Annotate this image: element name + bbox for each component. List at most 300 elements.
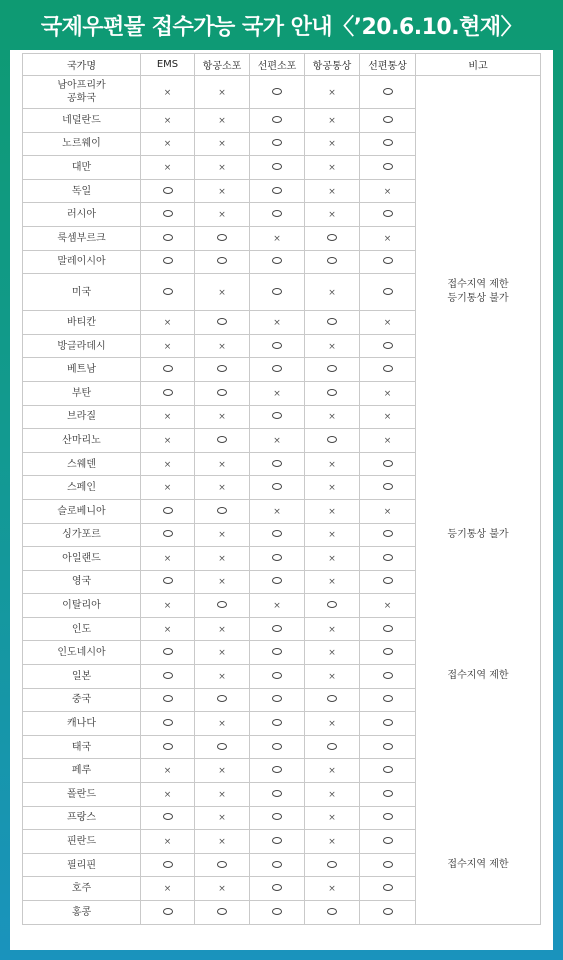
remark-text: 접수지역 제한 [447, 858, 509, 870]
available-circle-icon [163, 507, 173, 514]
table-row [23, 381, 541, 405]
country-name-cell [23, 523, 141, 547]
status-cell [305, 570, 360, 594]
status-cell [195, 405, 250, 429]
status-cell [250, 429, 305, 453]
available-circle-icon [383, 695, 393, 702]
unavailable-x-icon: × [218, 719, 226, 730]
unavailable-x-icon: × [328, 719, 336, 730]
remark-cell [416, 76, 541, 109]
table-row [23, 311, 541, 335]
status-cell [195, 547, 250, 571]
unavailable-x-icon: × [163, 341, 172, 352]
unavailable-x-icon: × [163, 87, 172, 98]
available-circle-icon [383, 257, 393, 264]
unavailable-x-icon: × [328, 624, 336, 635]
available-circle-icon [272, 530, 282, 537]
status-cell [250, 617, 305, 641]
table-row [23, 334, 541, 358]
status-cell [305, 452, 360, 476]
unavailable-x-icon: × [163, 884, 172, 895]
country-name-cell [23, 109, 141, 133]
country-name-cell [23, 274, 141, 311]
remark-cell [416, 452, 541, 476]
status-cell [195, 203, 250, 227]
status-cell [250, 665, 305, 689]
unavailable-x-icon: × [218, 837, 226, 848]
country-name: 베트남 [67, 364, 96, 376]
unavailable-x-icon: × [328, 789, 336, 800]
available-circle-icon [383, 884, 393, 891]
status-cell [141, 334, 195, 358]
available-circle-icon [272, 88, 282, 95]
available-circle-icon [272, 163, 282, 170]
remark-cell [416, 132, 541, 156]
unavailable-x-icon: × [163, 624, 172, 635]
status-cell [141, 877, 195, 901]
unavailable-x-icon: × [328, 671, 336, 682]
unavailable-x-icon: × [328, 139, 336, 150]
status-cell [250, 688, 305, 712]
status-cell [305, 783, 360, 807]
available-circle-icon [272, 210, 282, 217]
table-row [23, 735, 541, 759]
available-circle-icon [217, 389, 227, 396]
status-cell [360, 405, 416, 429]
status-cell [195, 109, 250, 133]
unavailable-x-icon: × [328, 577, 336, 588]
country-name-cell [23, 452, 141, 476]
status-cell [195, 712, 250, 736]
available-circle-icon [272, 116, 282, 123]
table-row [23, 76, 541, 109]
status-cell [360, 806, 416, 830]
status-cell [141, 250, 195, 274]
status-cell [250, 523, 305, 547]
status-cell [195, 665, 250, 689]
unavailable-x-icon: × [218, 766, 226, 777]
unavailable-x-icon: × [383, 233, 392, 244]
status-cell [305, 665, 360, 689]
status-cell [141, 274, 195, 311]
available-circle-icon [163, 648, 173, 655]
header-surface-letter: 선편통상 [360, 54, 416, 76]
status-cell [141, 311, 195, 335]
status-cell [250, 76, 305, 109]
available-circle-icon [217, 257, 227, 264]
unavailable-x-icon: × [328, 884, 336, 895]
header-row [23, 54, 541, 76]
header-air-parcel: 항공소포 [195, 54, 250, 76]
available-circle-icon [272, 837, 282, 844]
available-circle-icon [327, 436, 337, 443]
status-cell [305, 358, 360, 382]
status-cell [141, 226, 195, 250]
country-name: 슬로베니아 [57, 505, 106, 517]
country-name: 러시아 [67, 209, 96, 221]
status-cell [360, 570, 416, 594]
country-name-cell [23, 641, 141, 665]
remark-cell [416, 476, 541, 500]
available-circle-icon [272, 743, 282, 750]
status-cell [195, 381, 250, 405]
unavailable-x-icon: × [218, 530, 226, 541]
status-cell [141, 806, 195, 830]
country-name: 중국 [71, 694, 92, 706]
status-cell [305, 594, 360, 618]
country-name: 홍콩 [71, 906, 92, 918]
status-cell [250, 274, 305, 311]
status-cell [305, 830, 360, 854]
unavailable-x-icon: × [218, 813, 226, 824]
status-cell [305, 759, 360, 783]
remark-cell [416, 853, 541, 877]
status-cell [360, 311, 416, 335]
country-name: 독일 [71, 185, 92, 197]
unavailable-x-icon: × [273, 506, 281, 517]
available-circle-icon [217, 318, 227, 325]
country-name: 인도네시아 [57, 647, 106, 659]
remark-text: 등기통상 불가 [447, 528, 509, 540]
unavailable-x-icon: × [218, 162, 226, 173]
available-circle-icon [383, 813, 393, 820]
country-name: 프랑스 [67, 812, 96, 824]
remark-cell [416, 311, 541, 335]
status-cell [141, 688, 195, 712]
status-cell [195, 274, 250, 311]
available-circle-icon [272, 766, 282, 773]
available-circle-icon [163, 719, 173, 726]
status-cell [305, 274, 360, 311]
unavailable-x-icon: × [328, 813, 336, 824]
status-cell [360, 274, 416, 311]
status-cell [250, 452, 305, 476]
unavailable-x-icon: × [218, 287, 226, 298]
unavailable-x-icon: × [328, 483, 336, 494]
remark-cell [416, 830, 541, 854]
available-circle-icon [163, 234, 173, 241]
status-cell [360, 688, 416, 712]
unavailable-x-icon: × [218, 884, 226, 895]
status-cell [360, 665, 416, 689]
page-title: 국제우편물 접수가능 국가 안내〈’20.6.10.현재〉 [40, 14, 523, 40]
country-name: 이탈리아 [62, 600, 101, 612]
status-cell [360, 759, 416, 783]
unavailable-x-icon: × [328, 553, 336, 564]
header-ems: EMS [141, 54, 195, 76]
status-cell [360, 594, 416, 618]
status-cell [195, 759, 250, 783]
status-cell [195, 735, 250, 759]
unavailable-x-icon: × [328, 162, 336, 173]
unavailable-x-icon: × [218, 553, 226, 564]
available-circle-icon [383, 88, 393, 95]
country-name-cell [23, 759, 141, 783]
status-cell [195, 523, 250, 547]
status-cell [195, 156, 250, 180]
available-circle-icon [163, 695, 173, 702]
available-circle-icon [383, 908, 393, 915]
unavailable-x-icon: × [163, 553, 172, 564]
country-name: 스페인 [67, 482, 96, 494]
table-row [23, 156, 541, 180]
available-circle-icon [383, 790, 393, 797]
country-name: 룩셈부르크 [57, 232, 106, 244]
country-name: 싱가포르 [62, 529, 101, 541]
available-circle-icon [327, 695, 337, 702]
unavailable-x-icon: × [218, 87, 226, 98]
table-row [23, 109, 541, 133]
status-cell [141, 109, 195, 133]
unavailable-x-icon: × [163, 317, 172, 328]
unavailable-x-icon: × [328, 412, 336, 423]
available-circle-icon [217, 601, 227, 608]
table-row [23, 523, 541, 547]
unavailable-x-icon: × [383, 506, 392, 517]
country-name-cell [23, 476, 141, 500]
status-cell [141, 358, 195, 382]
unavailable-x-icon: × [218, 210, 226, 221]
table-body [23, 76, 541, 925]
country-name: 바티칸 [67, 316, 96, 328]
unavailable-x-icon: × [273, 601, 281, 612]
country-name-cell [23, 250, 141, 274]
available-circle-icon [217, 861, 227, 868]
status-cell [305, 132, 360, 156]
available-circle-icon [163, 743, 173, 750]
table-row [23, 806, 541, 830]
table-row [23, 617, 541, 641]
status-cell [360, 783, 416, 807]
table-row [23, 759, 541, 783]
country-name-cell [23, 783, 141, 807]
available-circle-icon [272, 257, 282, 264]
status-cell [360, 179, 416, 203]
available-circle-icon [163, 257, 173, 264]
status-cell [250, 358, 305, 382]
country-name: 페루 [71, 765, 92, 777]
available-circle-icon [163, 288, 173, 295]
status-cell [305, 429, 360, 453]
remark-text: 접수지역 제한 등기통상 불가 [447, 278, 509, 305]
table-row [23, 688, 541, 712]
available-circle-icon [383, 625, 393, 632]
available-circle-icon [163, 577, 173, 584]
country-name: 대만 [71, 161, 92, 173]
remark-cell [416, 688, 541, 712]
remark-cell [416, 641, 541, 665]
status-cell [141, 76, 195, 109]
remark-cell [416, 901, 541, 925]
country-name-cell [23, 830, 141, 854]
country-name-cell [23, 179, 141, 203]
country-name: 폴란드 [67, 788, 96, 800]
status-cell [250, 132, 305, 156]
unavailable-x-icon: × [218, 624, 226, 635]
available-circle-icon [383, 163, 393, 170]
country-name-cell [23, 712, 141, 736]
available-circle-icon [272, 460, 282, 467]
status-cell [141, 570, 195, 594]
remark-cell [416, 783, 541, 807]
status-cell [360, 226, 416, 250]
country-name-cell [23, 334, 141, 358]
status-cell [195, 594, 250, 618]
status-cell [250, 405, 305, 429]
available-circle-icon [217, 365, 227, 372]
available-circle-icon [327, 365, 337, 372]
country-name: 방글라데시 [57, 340, 106, 352]
country-name-cell [23, 156, 141, 180]
unavailable-x-icon: × [328, 506, 336, 517]
table-row [23, 901, 541, 925]
status-cell [305, 76, 360, 109]
available-circle-icon [383, 672, 393, 679]
table-row [23, 783, 541, 807]
remark-cell [416, 274, 541, 311]
status-cell [141, 901, 195, 925]
available-circle-icon [383, 554, 393, 561]
remark-cell [416, 547, 541, 571]
country-name-cell [23, 499, 141, 523]
status-cell [305, 203, 360, 227]
unavailable-x-icon: × [218, 648, 226, 659]
country-name-cell [23, 132, 141, 156]
country-table [22, 53, 541, 925]
status-cell [360, 712, 416, 736]
remark-cell [416, 499, 541, 523]
unavailable-x-icon: × [218, 115, 226, 126]
table-row [23, 203, 541, 227]
country-name: 인도 [71, 623, 92, 635]
remark-cell [416, 594, 541, 618]
unavailable-x-icon: × [163, 766, 172, 777]
available-circle-icon [163, 813, 173, 820]
status-cell [250, 830, 305, 854]
header-remarks: 비고 [416, 54, 541, 76]
available-circle-icon [272, 412, 282, 419]
status-cell [195, 830, 250, 854]
table-row [23, 830, 541, 854]
status-cell [195, 358, 250, 382]
status-cell [195, 783, 250, 807]
status-cell [141, 712, 195, 736]
available-circle-icon [327, 257, 337, 264]
available-circle-icon [163, 861, 173, 868]
status-cell [360, 203, 416, 227]
status-cell [195, 452, 250, 476]
unavailable-x-icon: × [383, 317, 392, 328]
status-cell [305, 523, 360, 547]
status-cell [360, 381, 416, 405]
available-circle-icon [327, 601, 337, 608]
unavailable-x-icon: × [383, 435, 392, 446]
unavailable-x-icon: × [328, 648, 336, 659]
country-name-cell [23, 358, 141, 382]
status-cell [141, 735, 195, 759]
status-cell [250, 334, 305, 358]
status-cell [141, 405, 195, 429]
country-name: 캐나다 [67, 718, 96, 730]
country-name-cell [23, 735, 141, 759]
available-circle-icon [217, 507, 227, 514]
unavailable-x-icon: × [328, 341, 336, 352]
status-cell [195, 853, 250, 877]
country-name-cell [23, 853, 141, 877]
status-cell [195, 226, 250, 250]
available-circle-icon [163, 210, 173, 217]
available-circle-icon [272, 884, 282, 891]
status-cell [141, 476, 195, 500]
unavailable-x-icon: × [328, 210, 336, 221]
unavailable-x-icon: × [218, 186, 226, 197]
country-name: 노르웨이 [62, 138, 101, 150]
available-circle-icon [327, 318, 337, 325]
remark-cell [416, 250, 541, 274]
remark-cell [416, 381, 541, 405]
table-row [23, 179, 541, 203]
status-cell [360, 617, 416, 641]
country-name-cell [23, 570, 141, 594]
remark-cell [416, 358, 541, 382]
status-cell [360, 853, 416, 877]
status-cell [305, 688, 360, 712]
remark-cell [416, 712, 541, 736]
available-circle-icon [383, 483, 393, 490]
unavailable-x-icon: × [273, 233, 281, 244]
remark-cell [416, 523, 541, 547]
available-circle-icon [217, 743, 227, 750]
unavailable-x-icon: × [328, 115, 336, 126]
unavailable-x-icon: × [328, 287, 336, 298]
status-cell [305, 250, 360, 274]
table-row [23, 132, 541, 156]
status-cell [141, 547, 195, 571]
status-cell [305, 109, 360, 133]
table-row [23, 499, 541, 523]
country-name-cell [23, 665, 141, 689]
available-circle-icon [383, 365, 393, 372]
status-cell [305, 179, 360, 203]
unavailable-x-icon: × [328, 186, 336, 197]
status-cell [305, 712, 360, 736]
unavailable-x-icon: × [218, 483, 226, 494]
status-cell [360, 877, 416, 901]
status-cell [195, 429, 250, 453]
country-name: 미국 [71, 286, 92, 298]
country-name-cell [23, 617, 141, 641]
status-cell [360, 735, 416, 759]
status-cell [141, 759, 195, 783]
table-row [23, 594, 541, 618]
status-cell [250, 877, 305, 901]
status-cell [305, 381, 360, 405]
available-circle-icon [383, 288, 393, 295]
status-cell [250, 499, 305, 523]
country-name-cell [23, 901, 141, 925]
status-cell [250, 594, 305, 618]
status-cell [195, 901, 250, 925]
status-cell [250, 712, 305, 736]
status-cell [360, 476, 416, 500]
status-cell [250, 203, 305, 227]
status-cell [250, 783, 305, 807]
status-cell [250, 853, 305, 877]
unavailable-x-icon: × [218, 459, 226, 470]
header-surface-parcel: 선편소포 [250, 54, 305, 76]
available-circle-icon [327, 743, 337, 750]
available-circle-icon [272, 813, 282, 820]
